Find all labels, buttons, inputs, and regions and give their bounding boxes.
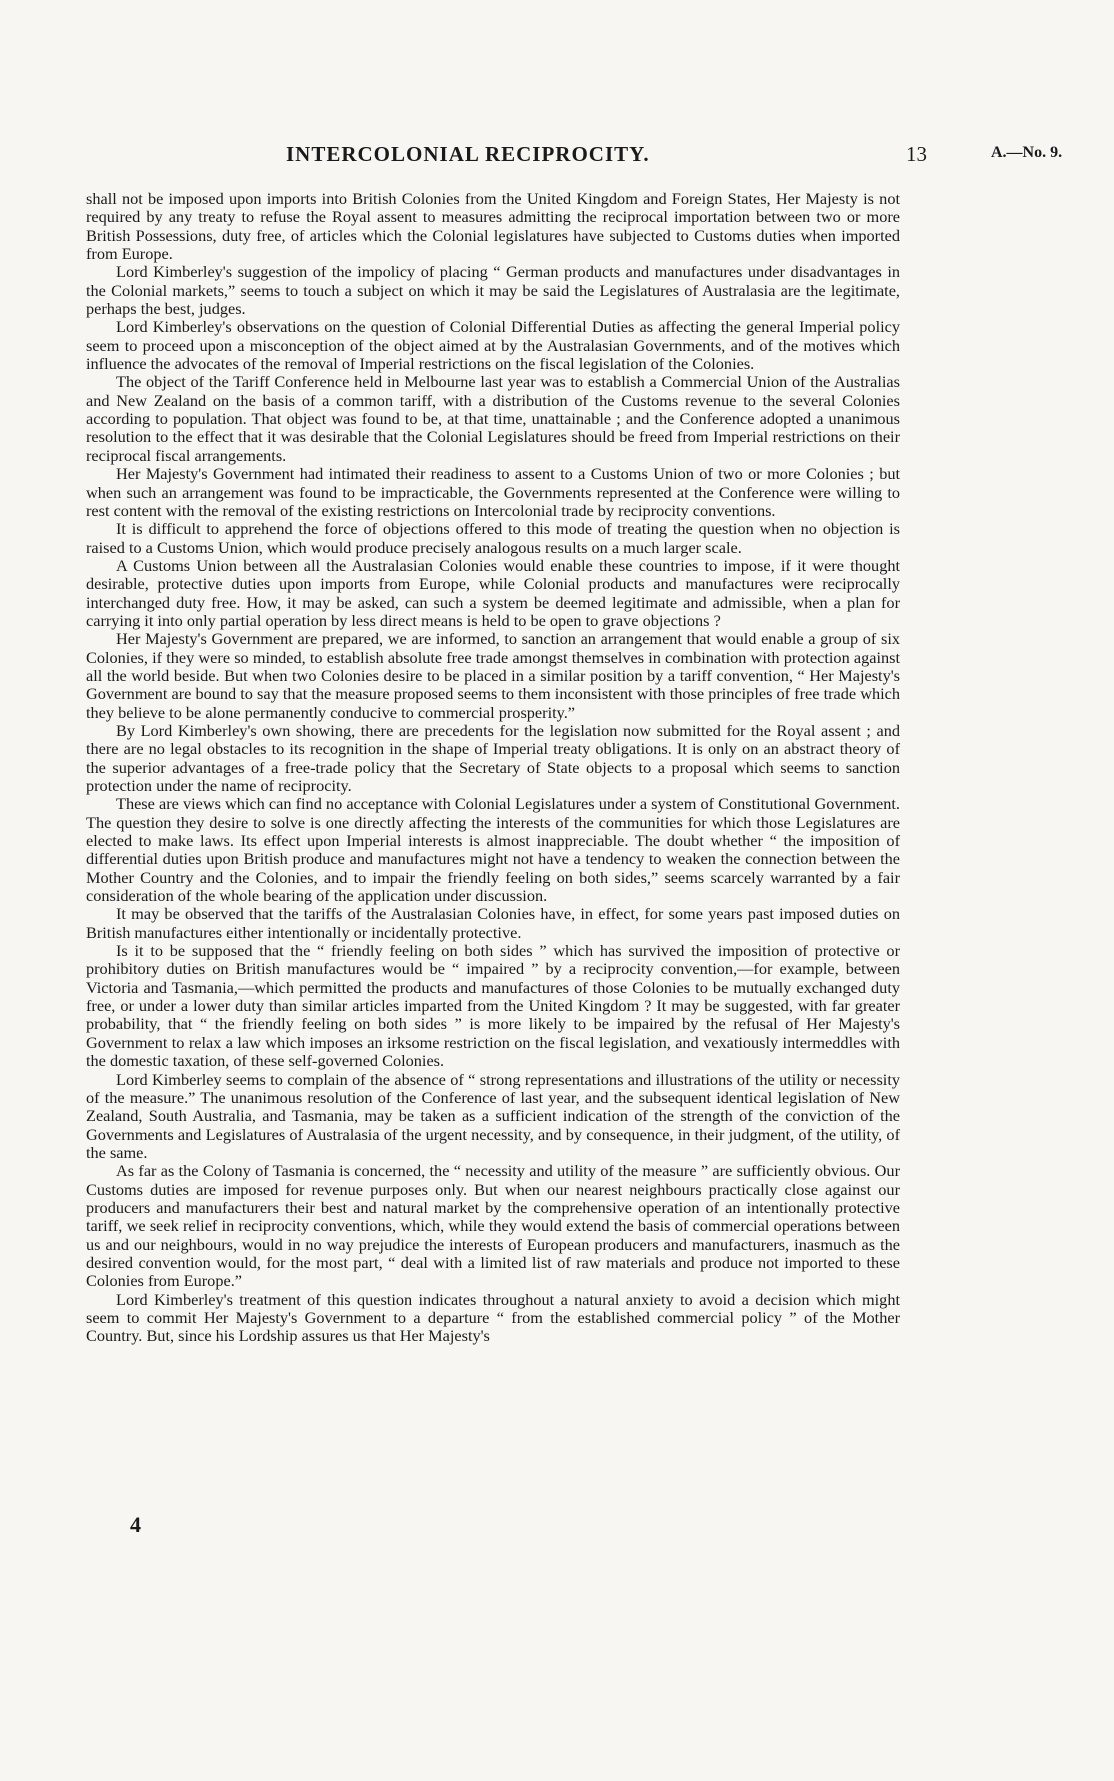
paragraph: A Customs Union between all the Australasian Colonies would enable these countries to impose, if it were thought desirable, protective duties upon imports from Europe, while Colonial products and manufactures were reciprocally interchanged duty free. How, it may be asked, can such a system be deemed legitimate and admissible, when a plan for carrying it into only partial operation by less direct means is held to be open to grave objections ? bbox=[86, 555, 900, 630]
body-text bbox=[86, 190, 900, 1346]
paragraph: Lord Kimberley's treatment of this question indicates throughout a natural anxiety to avoid a decision which might seem to commit Her Majesty's Government to a departure “ from the established commercial policy ” of the Mother Country. But, since his Lordship assures us that Her Majesty's bbox=[86, 1289, 900, 1346]
running-title: INTERCOLONIAL RECIPROCITY. bbox=[286, 142, 650, 166]
paragraph: It may be observed that the tariffs of the Australasian Colonies have, in effect, for some years past imposed duties on British manufactures either intentionally or incidentally protective. bbox=[86, 904, 900, 942]
paragraph: As far as the Colony of Tasmania is concerned, the “ necessity and utility of the measure ” are sufficiently obvious. Our Customs duties are imposed for revenue purposes only. But when our nearest neighbours practically close against our producers and manufacturers their best and natural market by the comprehensive operation of an intentionally protective tariff, we seek relief in reciprocity conventions, which, while they would extend the basis of commercial operations between us and our neighbours, would in no way prejudice the interests of European producers and manufacturers, inasmuch as the desired convention would, for the most part, “ deal with a limited list of raw materials and produce not imported to these Colonies from Europe.” bbox=[86, 1161, 900, 1291]
paragraph: Lord Kimberley's suggestion of the impolicy of placing “ German products and manufactures under disadvantages in the Colonial markets,” seems to touch a subject on which it may be said the Legislatures of Australasia are the legitimate, perhaps the best, judges. bbox=[86, 262, 900, 319]
page-header bbox=[86, 142, 1086, 176]
page-number: 13 bbox=[906, 142, 927, 166]
paper-reference: A.—No. 9. bbox=[991, 144, 1063, 161]
paragraph: Her Majesty's Government had intimated their readiness to assent to a Customs Union of two or more Colonies ; but when such an arrangement was found to be impracticable, the Governments represented at the Conference were willing to rest content with the removal of the existing restrictions on Intercolonial trade by reciprocity conventions. bbox=[86, 464, 900, 520]
paragraph: Is it to be supposed that the “ friendly feeling on both sides ” which has survived the imposition of protective or prohibitory duties on British manufactures would be “ impaired ” by a reciprocity convention,—for example, between Victoria and Tasmania,—which permitted the products and manufactures of those Colonies to be mutually exchanged duty free, or under a lower duty than similar articles imparted from the United Kingdom ? It may be suggested, with far greater probability, that “ the friendly feeling on both sides ” is more likely to be impaired by the refusal of Her Majesty's Government to relax a law which imposes an irksome restriction on the fiscal legislation, and vexatiously intermeddles with the domestic taxation, of these self-governed Colonies. bbox=[86, 941, 900, 1071]
paragraph: shall not be imposed upon imports into British Colonies from the United Kingdom and Foreign States, Her Majesty is not required by any treaty to refuse the Royal assent to measures admitting the reciprocal importation between two or more British Possessions, duty free, of articles which the Colonial legislatures have subjected to Customs duties when imported from Europe. bbox=[86, 189, 900, 264]
paragraph: It is difficult to apprehend the force of objections offered to this mode of treating the question when no objection is raised to a Customs Union, which would produce precisely analogous results on a much larger scale. bbox=[86, 519, 900, 557]
paragraph: The object of the Tariff Conference held in Melbourne last year was to establish a Commercial Union of the Australias and New Zealand on the basis of a common tariff, with a distribution of the Customs revenue to the several Colonies according to population. That object was found to be, at that time, unattainable ; and the Conference adopted a unanimous resolution to the effect that it was desirable that the Colonial Legislatures should be freed from Imperial restrictions on their reciprocal fiscal arrangements. bbox=[86, 372, 900, 465]
paragraph: Lord Kimberley seems to complain of the absence of “ strong representations and illustrations of the utility or necessity of the measure.” The unanimous resolution of the Conference of last year, and the subsequent identical legislation of New Zealand, South Australia, and Tasmania, may be taken as a sufficient indication of the strength of the conviction of the Governments and Legislatures of Australasia of the urgent necessity, and by consequence, in their judgment, of the utility, of the same. bbox=[86, 1069, 900, 1162]
paragraph: By Lord Kimberley's own showing, there are precedents for the legislation now submitted for the Royal assent ; and there are no legal obstacles to its recognition in the shape of Imperial treaty obligations. It is only on an abstract theory of the superior advantages of a free-trade policy that the Secretary of State objects to a proposal which seems to sanction protection under the name of reciprocity. bbox=[86, 720, 900, 795]
paragraph: These are views which can find no acceptance with Colonial Legislatures under a system of Constitutional Government. The question they desire to solve is one directly affecting the interests of the communities for which those Legislatures are elected to make laws. Its effect upon Imperial interests is almost inappreciable. The doubt whether “ the imposition of differential duties upon British produce and manufactures might not have a tendency to weaken the connection between the Mother Country and the Colonies, and to impair the friendly feeling on both sides,” seems scarcely warranted by a fair consideration of the whole bearing of the application under discussion. bbox=[86, 794, 900, 906]
paragraph: Her Majesty's Government are prepared, we are informed, to sanction an arrangement that would enable a group of six Colonies, if they were so minded, to establish absolute free trade amongst themselves in combination with protection against all the world beside. But when two Colonies desire to be placed in a similar position by a tariff convention, “ Her Majesty's Government are bound to say that the measure proposed seems to them inconsistent with those principles of free trade which they believe to be alone permanently conducive to commercial prosperity.” bbox=[86, 629, 900, 722]
paragraph: Lord Kimberley's observations on the question of Colonial Differential Duties as affecting the general Imperial policy seem to proceed upon a misconception of the object aimed at by the Australasian Governments, and of the motives which influence the advocates of the removal of Imperial restrictions on the fiscal legislation of the Colonies. bbox=[86, 317, 900, 374]
signature-mark: 4 bbox=[130, 1512, 141, 1537]
